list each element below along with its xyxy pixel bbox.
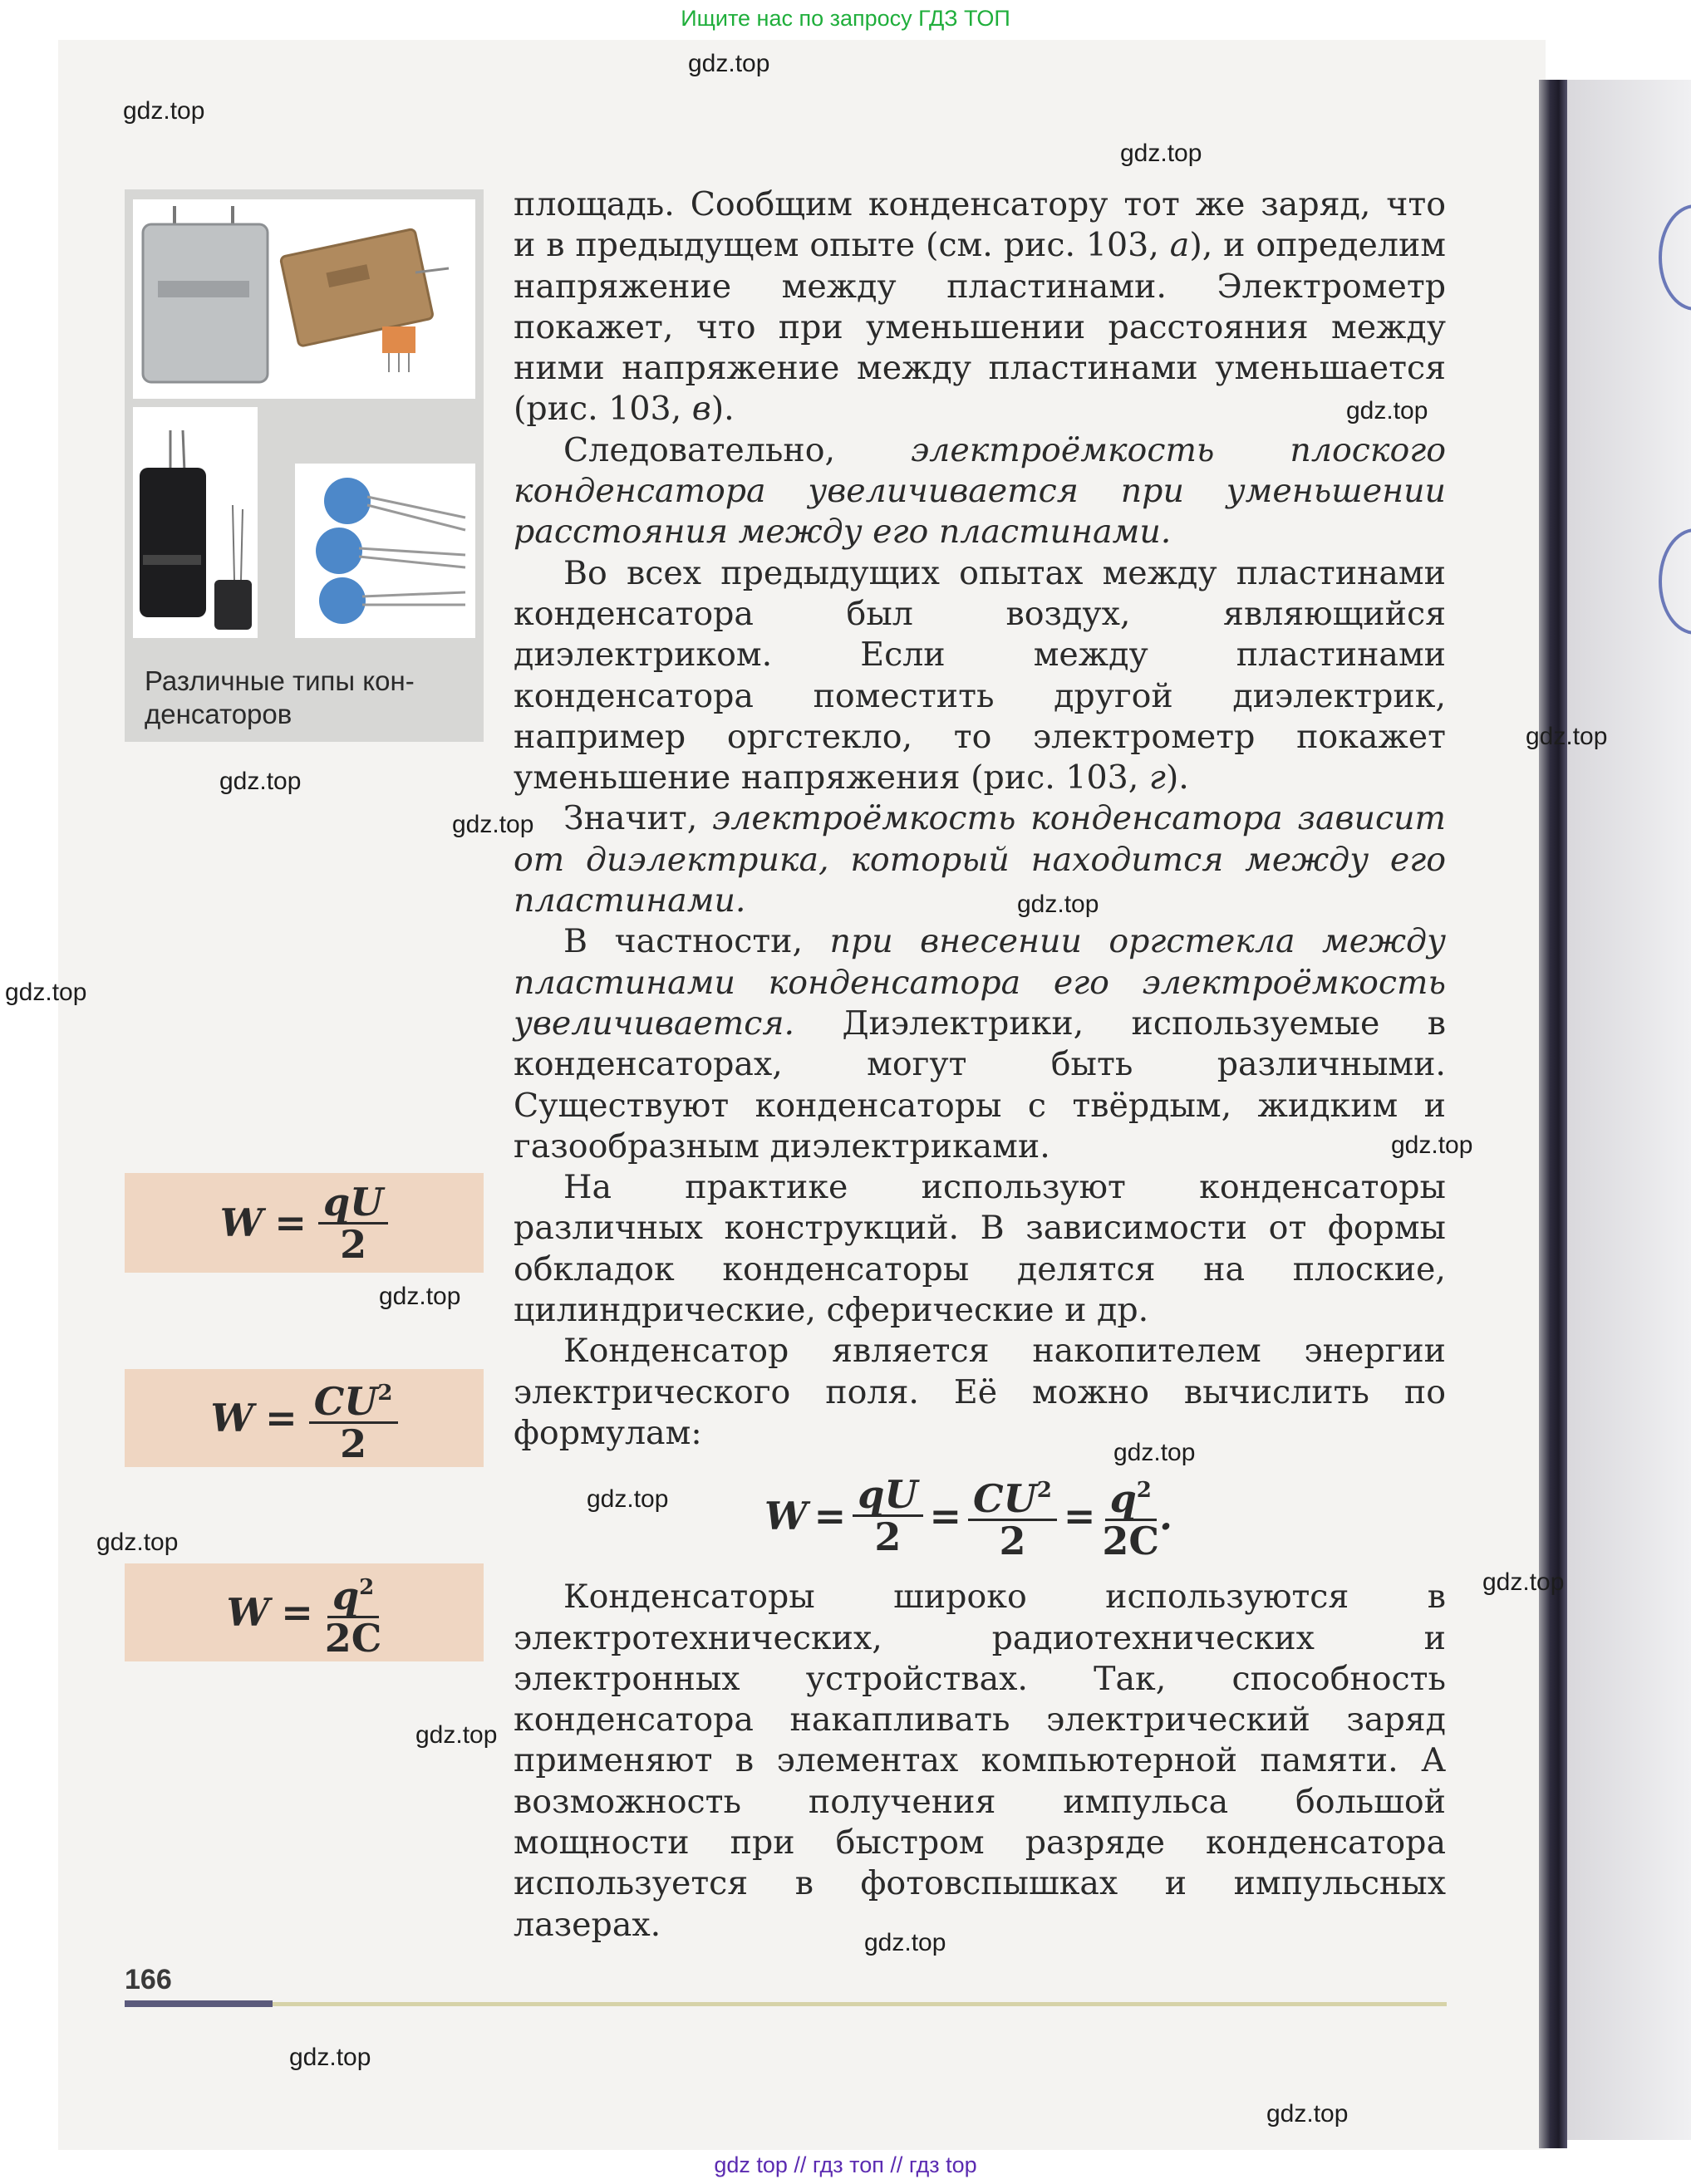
book-spine: [1539, 80, 1567, 2148]
next-page-figure-arc: [1659, 204, 1691, 311]
formula-equals: =: [281, 1590, 313, 1635]
formula-equals: =: [814, 1493, 847, 1539]
caption-line: Различные типы кон-: [145, 665, 415, 696]
text-run: Во всех предыдущих опытах между пластинами конденсатора был воздух, являющийся диэлектриком. Если между пластинами конденсатора поместить другой диэлектрик, например оргстекло, то электрометр покажет уменьшение напряжения (рис. 103,: [514, 553, 1446, 798]
watermark: gdz.top: [96, 1529, 179, 1556]
watermark: gdz.top: [688, 50, 770, 77]
paragraph: Конденсаторы широко используются в электротехнических, радиотехнических и электронных устройствах. Так, способность конденсатора накапливать электрический заряд применяют в элементах компьютерной памяти. А возможность получения импульса большой мощности при быстром разряде конденсатора используется в фотовспышках и импульсных лазерах.: [514, 1578, 1446, 1944]
text-run-italic: при внесении оргстекла между пластинами конденсатора его электроёмкость увеличивается.: [514, 922, 1446, 1043]
paragraph: Конденсатор является накопителем энергии электрического поля. Её можно вычислить по формулам:: [514, 1332, 1446, 1452]
capacitor-photo-illustration: [125, 189, 484, 742]
watermark: gdz.top: [5, 979, 87, 1006]
text-run: площадь. Сообщим конденсатору тот же заряд, что и в предыдущем опыте (см. рис. 103,: [514, 185, 1446, 265]
watermark: gdz.top: [379, 1283, 461, 1310]
text-run: ), и определим напряжение между пластинами. Электрометр покажет, что при уменьшении расстояния между ними напряжение между пластинами уменьшается (рис. 103,: [514, 226, 1446, 429]
fraction-numerator: [1105, 1470, 1157, 1521]
formula-fraction: [324, 1568, 382, 1661]
text-run-italic: электроёмкость конденсатора зависит от диэлектрика, который находится между его пластинами.: [514, 799, 1446, 920]
text-run: Следовательно,: [563, 430, 912, 469]
formula-fraction: [853, 1472, 922, 1559]
text-run: ).: [1165, 758, 1189, 798]
fraction-numerator: [309, 1373, 398, 1424]
numerator-base: q: [332, 1573, 360, 1618]
next-page-edge: [1567, 80, 1691, 2140]
main-text: [514, 184, 1446, 1946]
text-run-italic: а: [1169, 226, 1190, 265]
formula-lhs: W: [210, 1396, 254, 1440]
paragraph: [514, 430, 1446, 553]
formula-box-qU: [125, 1173, 484, 1273]
watermark: gdz.top: [452, 811, 534, 838]
numerator-exponent: 2: [377, 1380, 393, 1406]
watermark: gdz.top: [1017, 891, 1099, 918]
formula-lhs: W: [219, 1200, 263, 1245]
bottom-banner[interactable]: gdz top // гдз топ // гдз top: [714, 2152, 977, 2177]
numerator-base: q: [1109, 1476, 1137, 1521]
watermark: gdz.top: [1526, 723, 1608, 750]
watermark: gdz.top: [289, 2044, 371, 2071]
fraction-numerator: qU: [318, 1182, 388, 1225]
fraction-denominator: 2C: [324, 1615, 382, 1661]
watermark: gdz.top: [1346, 397, 1428, 425]
formula-fraction: [968, 1470, 1057, 1561]
text-run-italic: в: [691, 390, 711, 429]
fraction-denominator: 2: [999, 1519, 1026, 1563]
watermark: gdz.top: [415, 1721, 498, 1749]
fraction-denominator: 2: [340, 1421, 367, 1466]
formula-box-CU2: [125, 1369, 484, 1467]
numerator-exponent: 2: [359, 1574, 375, 1600]
formula-lhs: W: [226, 1590, 270, 1635]
text-run: В частности,: [563, 922, 830, 961]
watermark: gdz.top: [864, 1929, 946, 1956]
watermark: gdz.top: [1482, 1568, 1565, 1596]
footer-rule-dark: [125, 2000, 273, 2007]
photo-caption: [145, 665, 477, 731]
fraction-denominator: 2C: [1102, 1519, 1160, 1563]
numerator-base: CU: [973, 1476, 1037, 1521]
formula-equals: =: [929, 1493, 962, 1539]
watermark: gdz.top: [1266, 2100, 1349, 2128]
next-page-figure-arc: [1659, 528, 1691, 635]
text-run: Диэлектрики, используемые в конденсаторах, могут быть различными. Существуют конденсаторы с твёрдым, жидким и газообразным диэлектриками.: [514, 1004, 1446, 1166]
paragraph: [514, 184, 1446, 430]
formula-equals: =: [274, 1200, 307, 1245]
watermark: gdz.top: [1120, 140, 1202, 167]
paragraph: [514, 798, 1446, 921]
formula-fraction: [318, 1179, 388, 1267]
watermark: gdz.top: [123, 97, 205, 125]
top-banner[interactable]: Ищите нас по запросу ГДЗ ТОП: [681, 6, 1010, 31]
paragraph: [514, 921, 1446, 1167]
fraction-numerator: [327, 1568, 379, 1618]
energy-formula: [764, 1470, 1172, 1561]
fraction-numerator: qU: [853, 1475, 922, 1517]
paragraph: На практике используют конденсаторы различных конструкций. В зависимости от формы обкладок конденсаторы делятся на плоские, цилиндрические, сферические и др.: [514, 1168, 1446, 1330]
formula-box-q2-2C: [125, 1563, 484, 1661]
formula-lhs: W: [764, 1493, 808, 1539]
page-number: 166: [125, 1964, 172, 1995]
fraction-denominator: 2: [874, 1514, 902, 1559]
formula-fraction: [309, 1373, 398, 1464]
fraction-numerator: [968, 1470, 1057, 1521]
text-run-italic: г: [1148, 758, 1166, 798]
numerator-exponent: 2: [1036, 1478, 1052, 1503]
formula-fraction: [1102, 1470, 1159, 1561]
footer-rule-light: [273, 2002, 1447, 2006]
caption-line: денсаторов: [145, 699, 292, 729]
numerator-base: CU: [313, 1378, 378, 1424]
formula-period: .: [1159, 1493, 1173, 1539]
text-run: ).: [710, 390, 735, 429]
watermark: gdz.top: [219, 768, 302, 795]
text-run: Значит,: [563, 799, 713, 838]
watermark: gdz.top: [587, 1485, 669, 1513]
watermark: gdz.top: [1391, 1131, 1473, 1159]
watermark: gdz.top: [1113, 1439, 1196, 1466]
paragraph: [514, 553, 1446, 799]
formula-equals: =: [265, 1396, 297, 1440]
numerator-exponent: 2: [1136, 1478, 1152, 1503]
capacitor-photos: [125, 189, 484, 742]
formula-equals: =: [1063, 1493, 1096, 1539]
fraction-denominator: 2: [340, 1221, 367, 1267]
text-run-italic: электроёмкость плоского конденсатора увеличивается при уменьшении расстояния между его пластинами.: [514, 430, 1446, 552]
